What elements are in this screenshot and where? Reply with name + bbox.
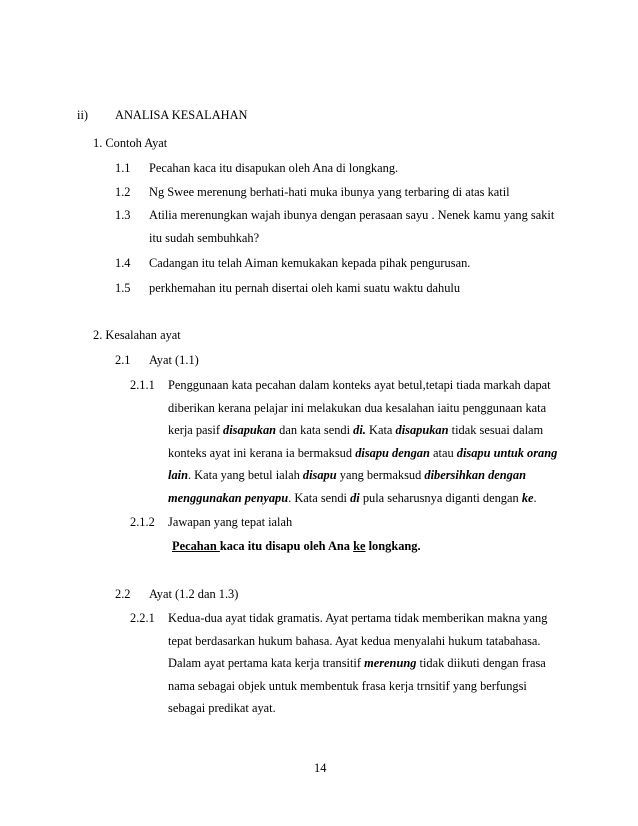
item-text: perkhemahan itu pernah disertai oleh kami suatu waktu dahulu [149,281,461,295]
item-text: Ng Swee merenung berhati-hati muka ibunya yang terbaring di atas katil [149,185,510,199]
paragraph-2-2-1 [168,607,568,720]
item-text: Atilia merenungkan wajah ibunya dengan perasaan sayu . Nenek kamu yang sakit [149,208,555,222]
subsection-number: 2.2 [115,587,131,601]
emphasis-term: disapu dengan [355,445,430,460]
item-text: Pecahan kaca itu disapukan oleh Ana di longkang. [149,161,399,175]
section-title: ANALISA KESALAHAN [115,108,248,122]
paragraph-line: kerja pasif disapukan dan kata sendi di. Kata disapukan tidak sesuai dalam [168,423,544,437]
emphasis-term: merenung [364,656,417,670]
item-number: 1.5 [115,281,131,295]
item-number: 1.3 [115,208,131,222]
paragraph-2-1-1 [168,374,568,509]
emphasis-term: lain [168,468,188,482]
emphasis-term: menggunakan penyapu [168,490,289,505]
item-number: 1.4 [115,256,131,270]
paragraph-line: Kedua-dua ayat tidak gramatis. Ayat pertama tidak memberikan makna yang [168,611,548,625]
paragraph-line: Dalam ayat pertama kata kerja transitif merenung tidak diikuti dengan frasa [168,656,546,670]
paragraph-line: nama sebagai objek untuk membentuk frasa kerja trnsitif yang berfungsi [168,678,527,693]
paragraph-line: Penggunaan kata pecahan dalam konteks ayat betul,tetapi tiada markah dapat [168,378,551,392]
underlined-word: Pecahan [172,539,220,553]
paragraph-text: Jawapan yang tepat ialah [168,515,293,529]
correct-answer: Pecahan kaca itu disapu oleh Ana ke longkang. [172,539,421,553]
item-text: Cadangan itu telah Aiman kemukakan kepada pihak pengurusan. [149,256,471,270]
emphasis-term: ke [521,490,534,505]
underlined-word: ke [353,539,366,553]
paragraph-line: lain. Kata yang betul ialah disapu yang bermaksud dibersihkan dengan [168,468,526,482]
paragraph-number: 2.1.2 [130,515,155,529]
part1-heading: 1. Contoh Ayat [93,136,168,150]
page-number: 14 [314,761,327,775]
item-text-continued: itu sudah sembuhkah? [149,231,260,245]
subsection-title: Ayat (1.1) [149,353,199,367]
subsection-number: 2.1 [115,353,131,367]
section-number: ii) [77,108,89,122]
paragraph-number: 2.1.1 [130,378,155,392]
emphasis-term: disapukan [395,423,449,437]
emphasis-term: di [350,490,360,505]
paragraph-line: konteks ayat ini kerana ia bermaksud disapu dengan atau disapu untuk orang [168,445,558,460]
subsection-title: Ayat (1.2 dan 1.3) [149,587,239,601]
item-number: 1.2 [115,185,131,199]
paragraph-line: tepat berdasarkan hukum bahasa. Ayat kedua menyalahi hukum tatabahasa. [168,633,541,648]
paragraph-line: diberikan kerana pelajar ini melakukan dua kesalahan iaitu penggunaan kata [168,400,547,415]
paragraph-line: menggunakan penyapu. Kata sendi di pula seharusnya diganti dengan ke. [168,490,537,505]
emphasis-term: di. [353,423,366,437]
part2-heading: 2. Kesalahan ayat [93,328,181,342]
emphasis-term: disapu [302,468,337,482]
emphasis-term: disapukan [223,423,277,437]
paragraph-line: sebagai predikat ayat. [168,701,276,715]
emphasis-term: dibersihkan dengan [424,468,526,482]
paragraph-number: 2.2.1 [130,611,155,625]
emphasis-term: disapu untuk orang [456,445,558,460]
item-number: 1.1 [115,161,131,175]
